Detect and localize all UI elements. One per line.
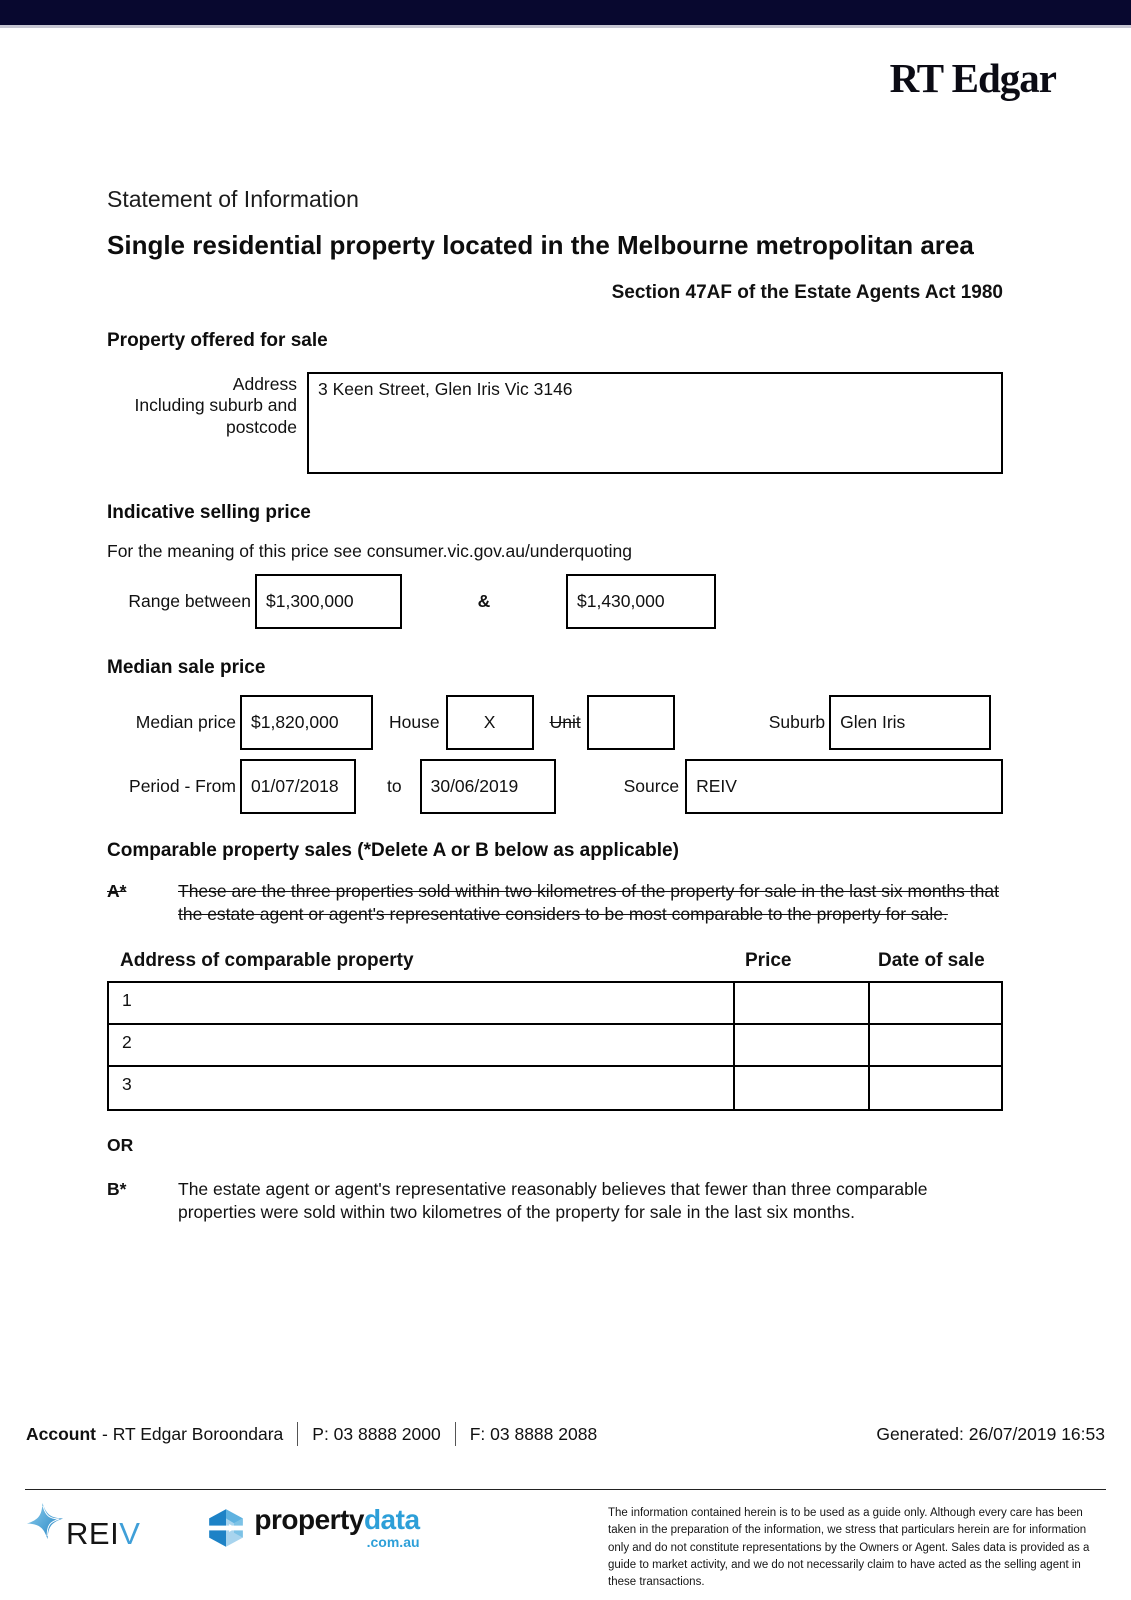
row1-date-cell <box>868 983 1001 1023</box>
source-field <box>685 759 1003 814</box>
row3-date-cell <box>868 1067 1001 1109</box>
median-period-row <box>107 759 1003 814</box>
address-row <box>107 372 1003 474</box>
option-a-label: A* <box>107 880 127 901</box>
footer-separator <box>455 1422 456 1446</box>
median-sale-price-heading: Median sale price <box>107 656 266 678</box>
act-section-reference: Section 47AF of the Estate Agents Act 1980 <box>611 281 1003 303</box>
range-low-value: $1,300,000 <box>266 590 354 611</box>
median-price-value: $1,820,000 <box>251 711 339 732</box>
propertydata-domain: .com.au <box>366 1534 420 1550</box>
address-field <box>307 372 1003 474</box>
reiv-logo <box>26 1502 140 1591</box>
median-price-row <box>107 695 1003 750</box>
unit-checkbox-field <box>587 695 675 750</box>
reiv-star-icon <box>26 1502 64 1540</box>
address-label-line2: Including suburb and <box>134 395 297 416</box>
footer-separator <box>297 1422 298 1446</box>
range-high-field <box>566 574 716 629</box>
address-label-line3: postcode <box>225 417 297 438</box>
reiv-logo-text: REIV <box>66 1516 141 1551</box>
period-to-value: 30/06/2019 <box>430 775 519 796</box>
property-offered-heading: Property offered for sale <box>107 329 328 351</box>
document-body <box>107 186 1003 1224</box>
column-header-price: Price <box>745 949 792 971</box>
row2-date-cell <box>868 1025 1001 1065</box>
suburb-label: Suburb <box>768 711 826 732</box>
house-checkbox-field <box>446 695 534 750</box>
option-b-block <box>107 1178 1003 1224</box>
comparable-sales-table <box>107 981 1003 1111</box>
price-range-row <box>107 574 1003 629</box>
brand-header <box>0 54 1056 102</box>
account-value: - RT Edgar Boroondara <box>102 1423 284 1444</box>
address-field-label <box>107 372 307 474</box>
range-low-field <box>255 574 402 629</box>
row1-price-cell <box>733 983 868 1023</box>
unit-label-struck: Unit <box>549 711 581 732</box>
account-label: Account <box>26 1423 96 1444</box>
rt-edgar-logo: RT Edgar <box>889 55 1056 101</box>
footer-phone: P: 03 8888 2000 <box>312 1423 441 1444</box>
period-from-field <box>240 759 356 814</box>
column-header-address: Address of comparable property <box>120 949 414 971</box>
house-label: House <box>389 711 440 732</box>
footer-logos-row <box>26 1498 1105 1591</box>
footer-divider <box>25 1489 1106 1490</box>
option-b-text: The estate agent or agent's representative reasonably believes that fewer than three comparable properties were sold within two kilometres of the property for sale in the last six months. <box>178 1178 928 1222</box>
top-navy-bar <box>0 0 1131 28</box>
row3-price-cell <box>733 1067 868 1109</box>
house-checkbox-value: X <box>483 711 496 732</box>
period-from-label: Period - From <box>129 775 236 796</box>
column-header-date: Date of sale <box>878 949 985 971</box>
option-a-block <box>107 880 1003 926</box>
or-label: OR <box>107 1134 134 1155</box>
option-a-text-struck: These are the three properties sold within two kilometres of the property for sale in the last six months that the estate agent or agent's representative considers to be most comparable to the property for sale. <box>178 880 999 924</box>
page-title: Single residential property located in the Melbourne metropolitan area <box>107 230 974 260</box>
option-b-label: B* <box>107 1178 127 1199</box>
document-type-label: Statement of Information <box>107 186 359 212</box>
disclaimer-text: The information contained herein is to be used as a guide only. Although every care has been taken in the preparation of the information, we stress that particulars herein are for information only and do not constitute representations by the Owners or Agent. Sales data is provided as a guide to market activity, and we do not necessarily claim to have acted as the selling agent in these transactions. <box>608 1507 1090 1588</box>
comparable-sales-heading: Comparable property sales (*Delete A or B below as applicable) <box>107 839 679 861</box>
row3-address-cell: 3 <box>122 1073 132 1094</box>
median-price-field <box>240 695 373 750</box>
ampersand-label: & <box>477 590 491 611</box>
median-price-label: Median price <box>135 711 236 732</box>
period-from-value: 01/07/2018 <box>251 775 339 796</box>
propertydata-logo <box>206 1506 419 1591</box>
address-value: 3 Keen Street, Glen Iris Vic 3146 <box>318 378 573 399</box>
footer-account-line <box>26 1422 1105 1446</box>
range-high-value: $1,430,000 <box>577 590 665 611</box>
row2-address-cell: 2 <box>122 1031 132 1052</box>
row1-address-cell: 1 <box>122 989 132 1010</box>
address-label-line1: Address <box>232 373 297 394</box>
comparable-table-header <box>107 950 1003 972</box>
indicative-price-heading: Indicative selling price <box>107 501 311 523</box>
table-row <box>109 1067 1001 1109</box>
table-row <box>109 1025 1001 1067</box>
propertydata-logo-text <box>254 1506 419 1549</box>
table-row <box>109 983 1001 1025</box>
underquoting-note: For the meaning of this price see consumer.vic.gov.au/underquoting <box>107 540 632 561</box>
propertydata-word-property: property <box>254 1504 364 1535</box>
suburb-field <box>829 695 991 750</box>
suburb-value: Glen Iris <box>840 711 906 732</box>
period-to-field <box>420 759 556 814</box>
range-between-label: Range between <box>128 590 251 611</box>
to-label: to <box>387 775 402 796</box>
propertydata-hexagon-icon <box>206 1508 246 1548</box>
generated-timestamp: Generated: 26/07/2019 16:53 <box>876 1423 1105 1444</box>
source-value: REIV <box>696 775 737 796</box>
propertydata-word-data: data <box>363 1504 420 1535</box>
footer-fax: F: 03 8888 2088 <box>469 1423 598 1444</box>
source-label: Source <box>623 775 680 796</box>
row2-price-cell <box>733 1025 868 1065</box>
